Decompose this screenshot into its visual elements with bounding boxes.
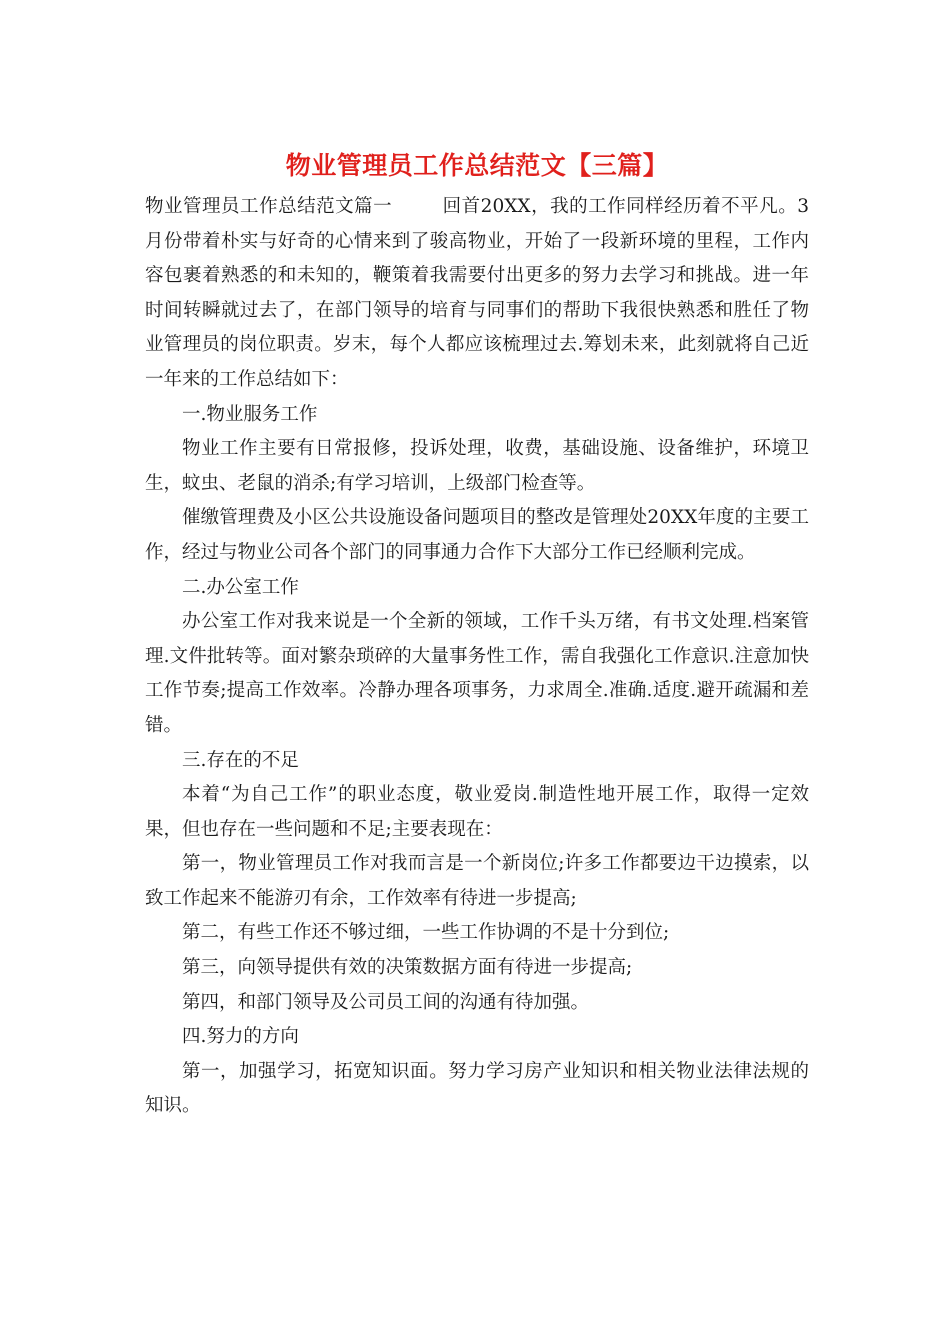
paragraph-shortcoming-4: 第四，和部门领导及公司员工间的沟通有待加强。 [182, 991, 590, 1013]
section-heading-office: 二.办公室工作 [182, 576, 299, 598]
paragraph-shortcoming-1: 第一，物业管理员工作对我而言是一个新岗位;许多工作都要边干边摸索，以致工作起来不能游刃有余，工作效率有待进一步提高; [145, 853, 809, 909]
paragraph-shortcomings-intro: 本着“为自己工作”的职业态度，敬业爱岗.制造性地开展工作，取得一定效果，但也存在一些问题和不足;主要表现在： [145, 784, 809, 840]
paragraph-office-work: 办公室工作对我来说是一个全新的领域，工作千头万绪，有书文处理.档案管理.文件批转等。面对繁杂琐碎的大量事务性工作，需自我强化工作意识.注意加快工作节奏;提高工作效率。冷静办理各项事务，力求周全.准确.适度.避开疏漏和差错。 [145, 611, 809, 736]
paragraph-shortcoming-3: 第三，向领导提供有效的决策数据方面有待进一步提高; [182, 957, 633, 979]
document-page [145, 148, 809, 1124]
intro-text: 回首20XX，我的工作同样经历着不平凡。3月份带着朴实与好奇的心情来到了骏高物业，开始了一段新环境的里程，工作内容包裹着熟悉的和未知的，鞭策着我需要付出更多的努力去学习和挑战。进一年时间转瞬就过去了，在部门领导的培育与同事们的帮助下我很快熟悉和胜任了物业管理员的岗位职责。岁末，每个人都应该梳理过去.筹划未来，此刻就将自己近一年来的工作总结如下： [145, 196, 809, 390]
paragraph-direction-1: 第一，加强学习，拓宽知识面。努力学习房产业知识和相关物业法律法规的知识。 [145, 1060, 809, 1117]
intro-paragraph [145, 190, 809, 398]
paragraph-fee-collection: 催缴管理费及小区公共设施设备问题项目的整改是管理处20XX年度的主要工作，经过与物业公司各个部门的同事通力合作下大部分工作已经顺利完成。 [145, 507, 809, 563]
paragraph-service-scope: 物业工作主要有日常报修，投诉处理，收费，基础设施、设备维护，环境卫生，蚊虫、老鼠的消杀;有学习培训，上级部门检查等。 [145, 438, 809, 494]
paragraph-shortcoming-2: 第二，有些工作还不够过细，一些工作协调的不是十分到位; [182, 922, 670, 944]
section-heading-service: 一.物业服务工作 [182, 403, 318, 425]
intro-lead: 物业管理员工作总结范文篇一 [145, 196, 393, 217]
section-heading-shortcomings: 三.存在的不足 [182, 749, 299, 771]
document-title: 物业管理员工作总结范文【三篇】 [285, 151, 669, 180]
document-body [145, 190, 809, 1124]
section-heading-direction: 四.努力的方向 [182, 1026, 299, 1048]
